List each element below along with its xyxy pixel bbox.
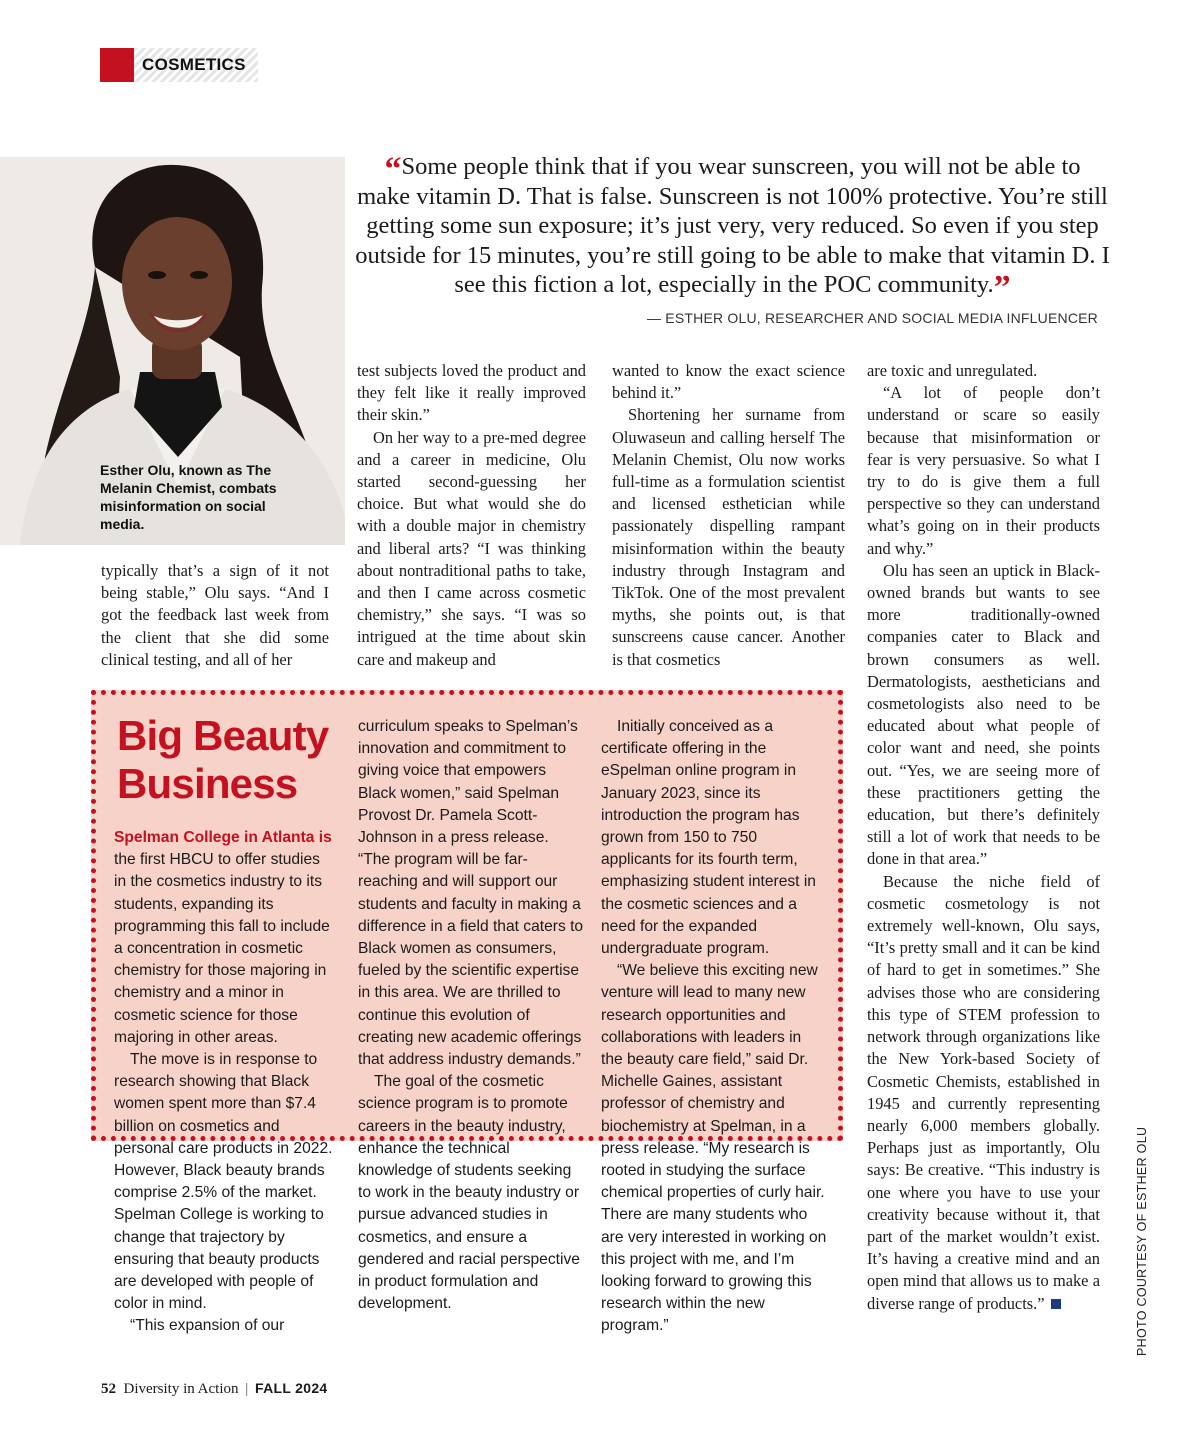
- sidebar-paragraph: curriculum speaks to Spelman’s innovation and commitment to giving voice that empowers Black women,” said Spelman Provost Dr. Pamela Scott-Johnson in a press release. “The program will be far-reaching and will support our students and faculty in making a difference in a field that caters to Black women as consumers, fueled by the scientific expertise in this area. We are thrilled to continue this evolution of creating new academic offerings that address industry demands.”: [358, 718, 584, 1069]
- publication-name: Diversity in Action: [123, 1381, 239, 1397]
- pull-quote: [355, 151, 1110, 307]
- article-paragraph: [867, 871, 1100, 1315]
- pull-quote-text: Some people think that if you wear sunscreen, you will not be able to make vitamin D. That is false. Sunscreen is not 100% protective. You’re still getting some sun exposure; it’s just very, very reduced. So even if you step outside for 15 minutes, you’re still going to be able to make that vitamin D. I see this fiction a lot, especially in the POC community.: [355, 153, 1110, 299]
- article-column-1: [101, 560, 329, 671]
- pull-quote-attribution: — ESTHER OLU, RESEARCHER AND SOCIAL MEDIA INFLUENCER: [647, 310, 1098, 326]
- photo-credit: PHOTO COURTESY OF ESTHER OLU: [1135, 1126, 1149, 1356]
- open-quote-mark: “: [384, 151, 402, 188]
- sidebar-paragraph: Initially conceived as a certificate offering in the eSpelman online program in January 2023, since its introduction the program has grown from 150 to 750 applicants for its fourth term, emphasizing student interest in the cosmetic sciences and a need for the expanded undergraduate program.: [601, 718, 816, 958]
- article-column-2: [357, 360, 586, 671]
- issue-label: FALL 2024: [255, 1380, 328, 1396]
- article-paragraph: wanted to know the exact science behind it.”: [612, 361, 845, 403]
- article-column-4: [867, 360, 1100, 1315]
- sidebar-column-1: [114, 827, 336, 1338]
- sidebar-lead-in: Spelman College in Atlanta is: [114, 829, 332, 846]
- section-tag-square: [100, 48, 134, 82]
- section-tag: [100, 48, 258, 82]
- sidebar-paragraph: [114, 827, 336, 1049]
- sidebar-paragraph: “This expansion of our: [130, 1317, 285, 1335]
- photo-caption: Esther Olu, known as The Melanin Chemist, combats misinformation on social media.: [100, 462, 277, 532]
- sidebar-paragraph: “We believe this exciting new venture will lead to many new research opportunities and collaborations with leaders in the beauty care field,” said Dr. Michelle Gaines, assistant professor of chemistry and biochemistry at Spelman, in a press release. “My research is rooted in studying the surface chemical properties of curly hair. There are many students who are very interested in working on this project with me, and I’m looking forward to growing this research within the new program.”: [601, 962, 827, 1335]
- end-mark-icon: [1051, 1299, 1061, 1309]
- sidebar-column-3: [601, 716, 827, 1338]
- close-quote-mark: ”: [993, 269, 1011, 307]
- article-paragraph: are toxic and unregulated.: [867, 361, 1038, 380]
- sidebar-lead-rest: the first HBCU to offer studies in the cosmetics industry to its students, expanding its programming this fall to include a concentration in cosmetic chemistry for those majoring in chemistry and a minor in cosmetic science for those majoring in other areas.: [114, 851, 330, 1046]
- footer-separator: |: [245, 1381, 249, 1397]
- sidebar-paragraph: The goal of the cosmetic science program is to promote careers in the beauty industry, enhance the technical knowledge of students seeking to work in the beauty industry or pursue advanced studies in cosmetics, and ensure a gendered and racial perspective in product formulation and development.: [358, 1073, 580, 1313]
- sidebar-paragraph: The move is in response to research showing that Black women spent more than $7.4 billion on cosmetics and personal care products in 2022. However, Black beauty brands comprise 2.5% of the market. Spelman College is working to change that trajectory by ensuring that beauty products are developed with people of color in mind.: [114, 1051, 333, 1313]
- page-footer: [101, 1380, 328, 1398]
- article-paragraph: typically that’s a sign of it not being stable,” Olu says. “And I got the feedback last week from the client that she did some clinical testing, and all of her: [101, 561, 329, 669]
- article-paragraph: Olu has seen an uptick in Black-owned brands but wants to see more traditionally-owned companies cater to Black and brown consumers as well. Dermatologists, aestheticians and cosmetologists also need to be educated about what people of color want and need, she points out. “Yes, we are seeing more of these practitioners getting the education, but there’s definitely still a lot of work that needs to be done in that area.”: [867, 560, 1100, 869]
- article-column-3: [612, 360, 845, 671]
- article-paragraph: “A lot of people don’t understand or scare so easily because that misinformation or fear is very persuasive. So what I try to do is give them a full perspective so they can understand what’s going on in their products and why.”: [867, 383, 1100, 558]
- article-paragraph: Shortening her surname from Oluwaseun and calling herself The Melanin Chemist, Olu now works full-time as a formulation scientist and licensed esthetician while passionately dispelling rampant misinformation within the beauty industry through Instagram and TikTok. One of the most prevalent myths, she points out, is that sunscreens cause cancer. Another is that cosmetics: [612, 405, 845, 669]
- sidebar-column-2: [358, 716, 584, 1315]
- article-paragraph: On her way to a pre-med degree and a career in medicine, Olu started second-guessing her choice. But what would she do with a double major in chemistry and liberal arts? “I was thinking about nontraditional paths to take, and then I came across cosmetic chemistry,” she says. “I was so intrigued at the time about skin care and makeup and: [357, 427, 586, 669]
- section-label: COSMETICS: [134, 48, 258, 82]
- article-paragraph: test subjects loved the product and they felt like it really improved their skin.”: [357, 361, 586, 425]
- article-closing-text: Because the niche field of cosmetic cosmetology is not extremely well-known, Olu says, “It’s pretty small and it can be kind of hard to get in sometimes.” She advises those who are considering this type of STEM profession to network through organizations like the New York-based Society of Cosmetic Chemists, established in 1945 and currently representing nearly 6,000 members globally. Perhaps just as importantly, Olu says: Be creative. “This industry is one where you have to use your creativity because without it, that part of the market wouldn’t exist. It’s having a creative mind and an open mind that allows us to make a diverse range of products.”: [867, 871, 1100, 1313]
- sidebar-title: Big Beauty Business: [117, 712, 329, 807]
- page-number: 52: [101, 1381, 116, 1397]
